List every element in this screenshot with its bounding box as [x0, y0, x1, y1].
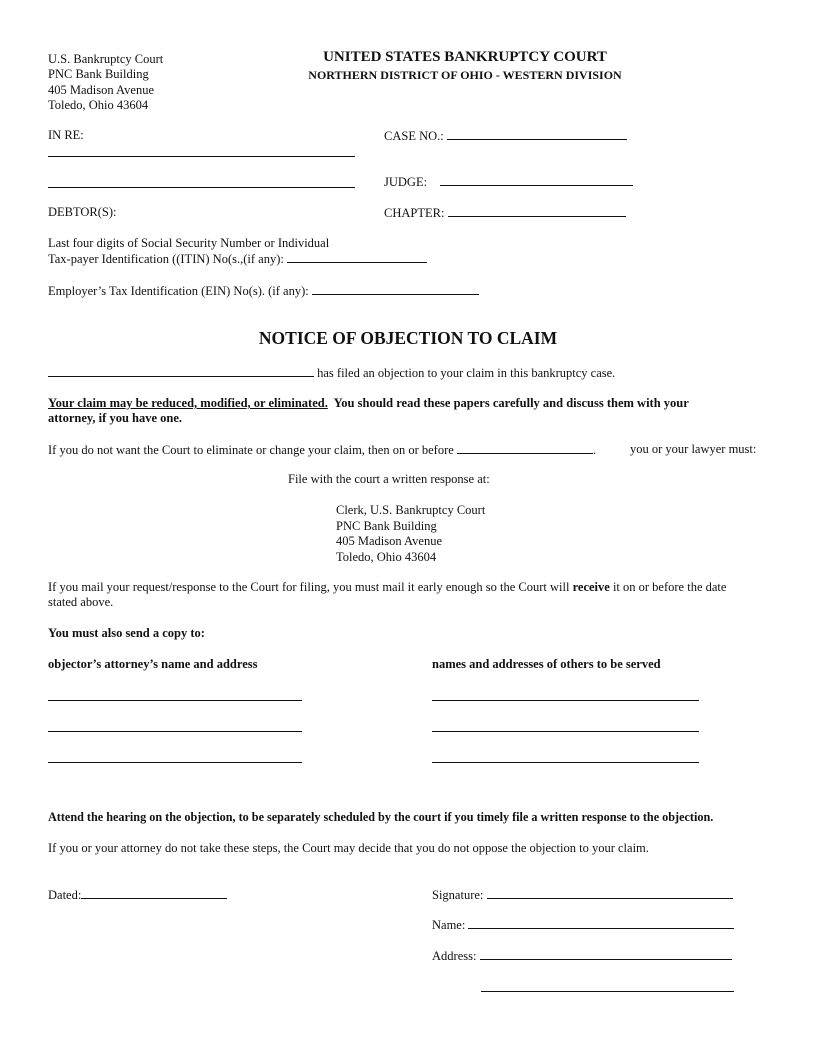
debtors-label: DEBTOR(S):: [48, 205, 117, 219]
attorney-line-3[interactable]: [48, 762, 302, 763]
signature-label: Signature:: [432, 888, 484, 902]
clerk-address-line: Toledo, Ohio 43604: [336, 550, 437, 564]
copy-to-heading: You must also send a copy to:: [48, 626, 205, 640]
judge-input[interactable]: [440, 174, 633, 186]
ssn-label-line1: Last four digits of Social Security Number or Individual: [48, 236, 330, 250]
attend-hearing-text: Attend the hearing on the objection, to be separately scheduled by the court if you timely file a written response to the objection.: [48, 810, 714, 824]
ein-label: Employer’s Tax Identification (EIN) No(s). (if any):: [48, 284, 309, 298]
others-line-1[interactable]: [432, 700, 699, 701]
court-address-line: PNC Bank Building: [48, 67, 149, 81]
name-field: [432, 917, 734, 933]
warning-line2: attorney, if you have one.: [48, 411, 183, 425]
address-line-2[interactable]: [481, 991, 734, 992]
filed-objection-text: has filed an objection to your claim in this bankruptcy case.: [317, 366, 616, 380]
court-address-line: 405 Madison Avenue: [48, 83, 155, 97]
mail-text: If you mail your request/response to the Court for filing, you must mail it early enough so the Court will: [48, 580, 570, 594]
chapter-input[interactable]: [448, 205, 626, 217]
objector-input[interactable]: [48, 365, 314, 377]
mail-receive: receive: [572, 580, 610, 594]
ein-field: [48, 283, 479, 299]
ein-input[interactable]: [312, 283, 479, 295]
warning-underlined: Your claim may be reduced, modified, or eliminated.: [48, 396, 328, 410]
others-line-3[interactable]: [432, 762, 699, 763]
objector-field: [48, 365, 615, 381]
clerk-address-line: PNC Bank Building: [336, 519, 437, 533]
court-address-line: U.S. Bankruptcy Court: [48, 52, 164, 66]
signature-field: [432, 887, 733, 903]
dated-input[interactable]: [81, 887, 227, 899]
judge-label: JUDGE:: [384, 175, 428, 189]
deadline-field: If you do not want the Court to eliminate or change your claim, then on or before .: [48, 443, 597, 457]
in-re-label: IN RE:: [48, 128, 84, 142]
name-input[interactable]: [468, 917, 734, 929]
clerk-address-line: Clerk, U.S. Bankruptcy Court: [336, 503, 486, 517]
file-with-text: File with the court a written response at:: [288, 472, 490, 486]
mail-paragraph-line1: [48, 580, 726, 595]
address-field: [432, 948, 732, 964]
chapter-label: CHAPTER:: [384, 206, 445, 220]
deadline-input[interactable]: [457, 442, 593, 454]
case-no-field: [384, 128, 627, 144]
ssn-field: [48, 251, 427, 267]
warning-line1: [48, 396, 689, 411]
ssn-input[interactable]: [287, 251, 427, 263]
others-line-2[interactable]: [432, 731, 699, 732]
others-served-heading: names and addresses of others to be served: [432, 657, 661, 671]
dated-field: [48, 887, 227, 903]
objector-attorney-heading: objector’s attorney’s name and address: [48, 657, 258, 671]
mail-text: it on or before the date: [612, 580, 727, 594]
ssn-label-line2: Tax-payer Identification ((ITIN) No(s.,(if any):: [48, 252, 284, 266]
court-address-line: Toledo, Ohio 43604: [48, 98, 149, 112]
chapter-field: [384, 205, 626, 221]
dated-label: Dated:: [48, 888, 82, 902]
not-oppose-text: If you or your attorney do not take these steps, the Court may decide that you do not oppose the objection to your claim.: [48, 841, 649, 855]
case-no-label: CASE NO.:: [384, 129, 444, 143]
address-label: Address:: [432, 949, 477, 963]
signature-input[interactable]: [487, 887, 733, 899]
notice-title: NOTICE OF OBJECTION TO CLAIM: [258, 328, 558, 348]
district-title: NORTHERN DISTRICT OF OHIO - WESTERN DIVISION: [308, 68, 622, 82]
deadline-text-before: If you do not want the Court to eliminate or change your claim, then on or before: [48, 443, 454, 457]
case-no-input[interactable]: [447, 128, 627, 140]
in-re-line-2[interactable]: [48, 187, 355, 188]
name-label: Name:: [432, 918, 466, 932]
address-input[interactable]: [480, 948, 732, 960]
attorney-line-2[interactable]: [48, 731, 302, 732]
in-re-line-1[interactable]: [48, 156, 355, 157]
court-title: UNITED STATES BANKRUPTCY COURT: [323, 49, 607, 65]
judge-field: [384, 174, 633, 190]
mail-paragraph-line2: stated above.: [48, 595, 114, 609]
attorney-line-1[interactable]: [48, 700, 302, 701]
warning-rest: You should read these papers carefully and discuss them with your: [333, 396, 689, 410]
clerk-address-line: 405 Madison Avenue: [336, 534, 443, 548]
deadline-text-after: you or your lawyer must:: [630, 442, 757, 456]
